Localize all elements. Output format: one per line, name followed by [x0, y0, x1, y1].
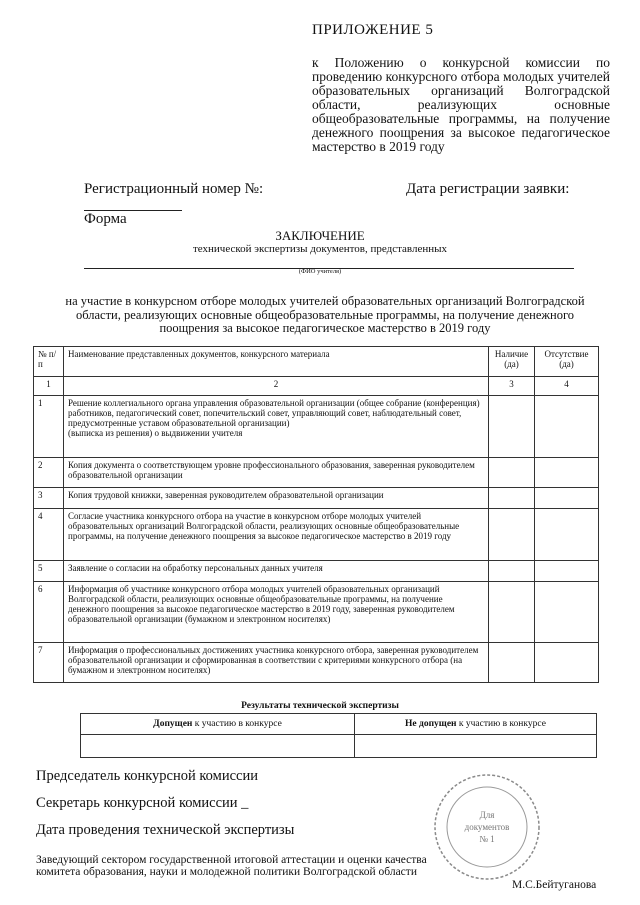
results-title: Результаты технической экспертизы	[241, 701, 399, 711]
column-number: 4	[535, 377, 599, 396]
absent-cell[interactable]	[535, 396, 599, 458]
header-documents: Наименование представленных документов, конкурсного материала	[64, 347, 489, 377]
results-value-row	[81, 735, 597, 758]
not-admitted-cell[interactable]	[355, 735, 597, 758]
present-cell[interactable]	[489, 396, 535, 458]
not-admitted-header	[355, 714, 597, 735]
present-cell[interactable]	[489, 509, 535, 561]
admitted-bold: Допущен	[153, 719, 193, 729]
column-number: 2	[64, 377, 489, 396]
absent-cell[interactable]	[535, 561, 599, 582]
stamp-line: № 1	[479, 834, 495, 844]
table-row	[34, 582, 599, 643]
table-row	[34, 488, 599, 509]
table-row	[34, 396, 599, 458]
admitted-header	[81, 714, 355, 735]
row-document	[64, 396, 489, 458]
not-admitted-rest: к участию в конкурсе	[456, 719, 546, 729]
row-number: 5	[34, 561, 64, 582]
present-cell[interactable]	[489, 582, 535, 643]
stamp-line: Для	[479, 810, 495, 820]
conclusion-title: ЗАКЛЮЧЕНИЕ	[275, 228, 365, 243]
signer-position: Заведующий сектором государственной итоговой аттестации и оценки качества комитета образования, науки и молодежной политики Волгоградской области	[36, 854, 427, 878]
row-document: Информация об участнике конкурсного отбора молодых учителей образовательных организаций Волгоградской области, реализующих основные общеобразовательные программы, на получение денежного поощрения за высокое педагогическое мастерство в 2019 году, заверенная руководителем образовательной организации (бумажном и электронном носителях)	[64, 582, 489, 643]
chairman-signature-label: Председатель конкурсной комиссии	[36, 768, 258, 784]
absent-cell[interactable]	[535, 582, 599, 643]
row-number: 2	[34, 458, 64, 488]
documents-table	[33, 346, 599, 683]
official-seal-stamp	[432, 772, 542, 882]
present-cell[interactable]	[489, 561, 535, 582]
registration-number-label: Регистрационный номер №:	[84, 181, 264, 197]
absent-cell[interactable]	[535, 509, 599, 561]
absent-cell[interactable]	[535, 458, 599, 488]
row-document: Информация о профессиональных достижениях участника конкурсного отбора, заверенная руководителем образовательной организации и сформированная в соответствии с критериями конкурсного отбора (на бумажном и электронном носителях)	[64, 643, 489, 683]
table-row	[34, 561, 599, 582]
absent-cell[interactable]	[535, 488, 599, 509]
header-absent: Отсутствие (да)	[535, 347, 599, 377]
form-label: Форма	[84, 211, 127, 227]
conclusion-purpose: на участие в конкурсном отборе молодых учителей образовательных организаций Волгоградской области, реализующих основные общеобразовательные программы, на получение денежного поощрения за высокое педагогическое мастерство в 2019 году	[65, 294, 585, 335]
stamp-line: документов	[464, 822, 510, 832]
present-cell[interactable]	[489, 488, 535, 509]
row-number: 1	[34, 396, 64, 458]
conclusion-subtitle: технической экспертизы документов, представленных	[192, 243, 448, 255]
column-number: 1	[34, 377, 64, 396]
row-document: Заявление о согласии на обработку персональных данных учителя	[64, 561, 489, 582]
column-number: 3	[489, 377, 535, 396]
header-number: № п/п	[34, 347, 64, 377]
header-present: Наличие (да)	[489, 347, 535, 377]
table-row	[34, 643, 599, 683]
signer-name: М.С.Бейтуганова	[512, 879, 597, 891]
admitted-rest: к участию в конкурсе	[192, 719, 282, 729]
present-cell[interactable]	[489, 643, 535, 683]
results-table	[80, 713, 597, 758]
registration-date-label: Дата регистрации заявки:	[406, 181, 570, 197]
absent-cell[interactable]	[535, 643, 599, 683]
expertise-date-label: Дата проведения технической экспертизы	[36, 822, 295, 838]
row-number: 3	[34, 488, 64, 509]
appendix-title: ПРИЛОЖЕНИЕ 5	[312, 22, 434, 38]
row-document: Копия документа о соответствующем уровне профессионального образования, заверенная руководителем образовательной организации	[64, 458, 489, 488]
table-numbers-row	[34, 377, 599, 396]
row-document: Согласие участника конкурсного отбора на участие в конкурсном отборе молодых учителей образовательных организаций Волгоградской области, реализующих основные общеобразовательные программы, на получение денежного поощрения за высокое педагогическое мастерство в 2019 году	[64, 509, 489, 561]
not-admitted-bold: Не допущен	[405, 719, 457, 729]
present-cell[interactable]	[489, 458, 535, 488]
appendix-reference-text: к Положению о конкурсной комиссии по проведению конкурсного отбора молодых учителей образовательных организаций Волгоградской области, реализующих основные общеобразовательные программы, на получение денежного поощрения за высокое педагогическое мастерство в 2019 году	[312, 55, 610, 154]
results-header-row	[81, 714, 597, 735]
secretary-signature-label: Секретарь конкурсной комиссии _	[36, 795, 249, 811]
row-number: 7	[34, 643, 64, 683]
row-document-text-extra: (выписка из решения) о выдвижении учителя	[68, 428, 243, 438]
table-row	[34, 509, 599, 561]
teacher-name-caption: (ФИО учителя)	[298, 268, 342, 275]
table-header-row	[34, 347, 599, 377]
admitted-cell[interactable]	[81, 735, 355, 758]
table-row	[34, 458, 599, 488]
row-number: 6	[34, 582, 64, 643]
row-document: Копия трудовой книжки, заверенная руководителем образовательной организации	[64, 488, 489, 509]
row-number: 4	[34, 509, 64, 561]
row-document-text: Решение коллегиального органа управления образовательной организации (общее собрание (конференция) работников, педагогический совет, попечительский совет, управляющий совет, наблюдательный совет, предусмотренные уставом образовательной организации)	[68, 398, 480, 428]
